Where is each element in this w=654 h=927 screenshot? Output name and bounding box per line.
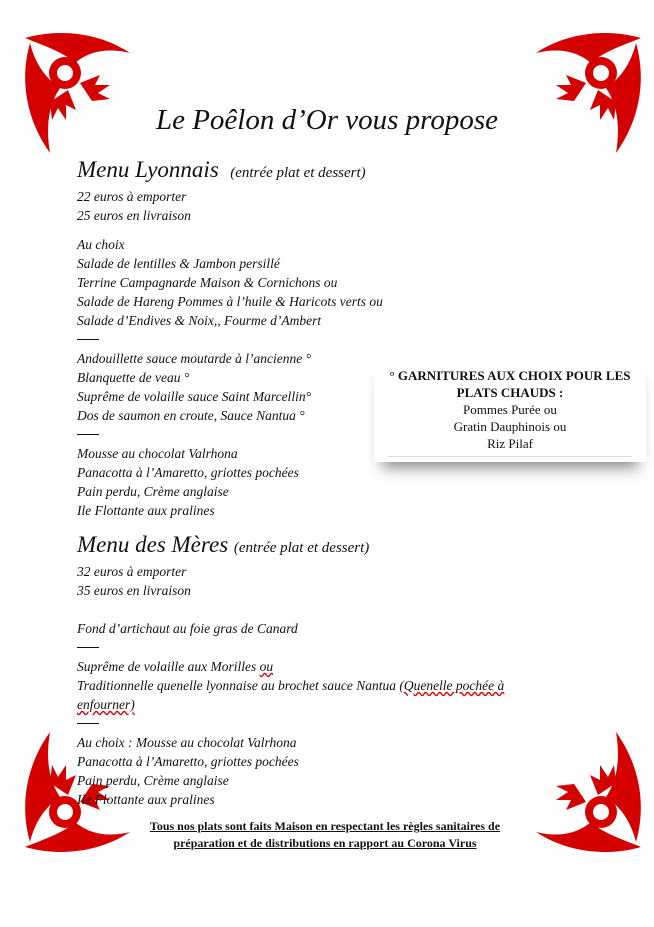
dessert-item: Ile Flottante aux pralines	[77, 503, 215, 518]
garnish-box	[374, 356, 646, 462]
starter-item: Salade de lentilles & Jambon persillé	[77, 256, 280, 271]
price-delivery: 25 euros en livraison	[77, 208, 191, 223]
garnish-item: Gratin Dauphinois ou	[453, 419, 567, 434]
price-delivery: 35 euros en livraison	[77, 583, 191, 598]
price-takeaway: 32 euros à emporter	[77, 564, 187, 579]
main-item: Traditionnelle quenelle lyonnaise au brochet sauce Nantua (Quenelle pochée à enfourner)	[77, 678, 505, 712]
ornament-corner-top-left	[20, 28, 150, 158]
price-takeaway: 22 euros à emporter	[77, 189, 187, 204]
dessert-item: Pain perdu, Crème anglaise	[77, 484, 229, 499]
main-item: Suprême de volaille sauce Saint Marcellin°	[77, 389, 311, 404]
divider	[77, 434, 99, 435]
dessert-item: Panacotta à l’Amaretto, griottes pochées	[77, 754, 299, 769]
dessert-item: Au choix : Mousse au chocolat Valrhona	[77, 735, 297, 750]
dessert-item: Mousse au chocolat Valrhona	[77, 446, 238, 461]
starter-item: Salade d’Endives & Noix,, Fourme d’Ambert	[77, 313, 322, 328]
garnish-title: ° GARNITURES AUX CHOIX POUR LES PLATS CHAUDS :	[389, 368, 631, 400]
main-item: Suprême de volaille aux Morilles ou	[77, 659, 274, 674]
footer-notice: Tous nos plats sont faits Maison en respectant les règles sanitaires de préparation et de distributions en rapport au Corona Virus	[149, 819, 501, 850]
menu-heading: Menu des Mères (entrée plat et dessert)	[77, 532, 370, 557]
starter-item: Au choix	[77, 237, 125, 252]
divider	[77, 339, 99, 340]
menu-lyonnais	[77, 156, 383, 520]
starter-item: Fond d’artichaut au foie gras de Canard	[77, 621, 298, 636]
menu-des-meres	[77, 531, 527, 809]
main-item: Andouillette sauce moutarde à l’ancienne °	[77, 351, 311, 366]
dessert-item: Panacotta à l’Amaretto, griottes pochées	[77, 465, 299, 480]
dessert-item: Ile Flottante aux pralines	[77, 792, 215, 807]
dessert-item: Pain perdu, Crème anglaise	[77, 773, 229, 788]
garnish-item: Riz Pilaf	[487, 436, 533, 451]
page-title: Le Poêlon d’Or vous propose	[155, 104, 499, 136]
starter-item: Salade de Hareng Pommes à l’huile & Haricots verts ou	[77, 294, 383, 309]
divider	[77, 723, 99, 724]
ornament-corner-top-right	[516, 28, 646, 158]
ornament-corner-bottom-right	[516, 727, 646, 857]
main-item: Blanquette de veau °	[77, 370, 190, 385]
menu-heading: Menu Lyonnais (entrée plat et dessert)	[77, 157, 366, 182]
divider	[77, 647, 99, 648]
main-item: Dos de saumon en croute, Sauce Nantua °	[77, 408, 305, 423]
garnish-item: Pommes Purée ou	[463, 402, 557, 417]
starter-item: Terrine Campagnarde Maison & Cornichons ou	[77, 275, 338, 290]
